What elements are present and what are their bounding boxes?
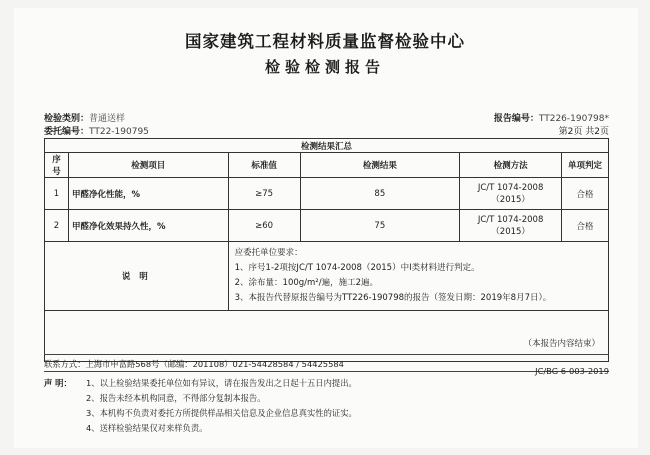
footer-divider [44,354,609,355]
report-number-line [494,111,609,124]
page-indicator: 第2页 共2页 [558,127,609,137]
header-item: 检测项目 [68,153,228,178]
note-line: 1、序号1-2项按JC/T 1074-2008（2015）中Ⅰ类材料进行判定。 [234,263,480,273]
header-standard: 标准值 [228,153,300,178]
declaration-item: 1、以上检验结果委托单位如有异议，请在报告发出之日起十五日内提出。 [86,378,357,388]
row-standard: ≥60 [228,210,300,242]
row-verdict: 合格 [562,178,609,210]
header-result: 检测结果 [300,153,460,178]
header-method: 检测方法 [460,153,562,178]
row-no: 1 [45,178,69,210]
report-subtitle: 检验检测报告 [264,58,385,76]
header-no: 序号 [45,153,69,178]
row-item: 甲醛净化性能，% [68,178,228,210]
note-line: 2、涂布量：100g/m²/遍，施工2遍。 [234,278,378,288]
row-item: 甲醛净化效果持久性，% [68,210,228,242]
table-row [45,210,609,242]
note-content [228,242,608,311]
table-row [45,178,609,210]
form-number: JC/BG 6-003-2019 [535,366,609,376]
category-line [44,111,125,124]
note-line: 3、本报告代替原报告编号为TT226-190798的报告（签发日期：2019年8月7日）。 [234,293,552,303]
header-verdict: 单项判定 [562,153,609,178]
report-number-value: TT226-190798* [538,114,609,124]
note-label: 说 明 [45,242,229,311]
row-verdict: 合格 [562,210,609,242]
row-result: 85 [300,178,460,210]
commission-value: TT22-190795 [89,127,149,137]
row-method: JC/T 1074-2008（2015） [460,210,562,242]
report-title: 国家建筑工程材料质量监督检验中心 [185,32,465,51]
category-value: 普通送样 [89,114,126,124]
declaration-item: 4、送样检验结果仅对来样负责。 [86,423,208,433]
commission-line [44,124,149,137]
report-number-label: 报告编号： [493,114,539,124]
end-note: （本报告内容结束） [45,311,609,362]
declaration-item: 3、本机构不负责对委托方所提供样品相关信息及企业信息真实性的证实。 [86,408,357,418]
row-result: 75 [300,210,460,242]
table-caption: 检测结果汇总 [45,139,609,153]
footer-divider [44,371,609,372]
commission-label: 委托编号： [44,127,90,137]
row-no: 2 [45,210,69,242]
declaration-label: 声 明： [44,378,72,388]
row-method: JC/T 1074-2008（2015） [460,178,562,210]
contact-info: 联系方式：上海市申富路568号（邮编：201108）021-54428584 / 54425584 [44,359,344,369]
category-label: 检验类别： [44,114,90,124]
row-standard: ≥75 [228,178,300,210]
note-line: 应委托单位要求： [234,248,303,258]
declaration-item: 2、报告未经本机构同意，不得部分复制本报告。 [86,393,266,403]
results-table [44,138,609,362]
